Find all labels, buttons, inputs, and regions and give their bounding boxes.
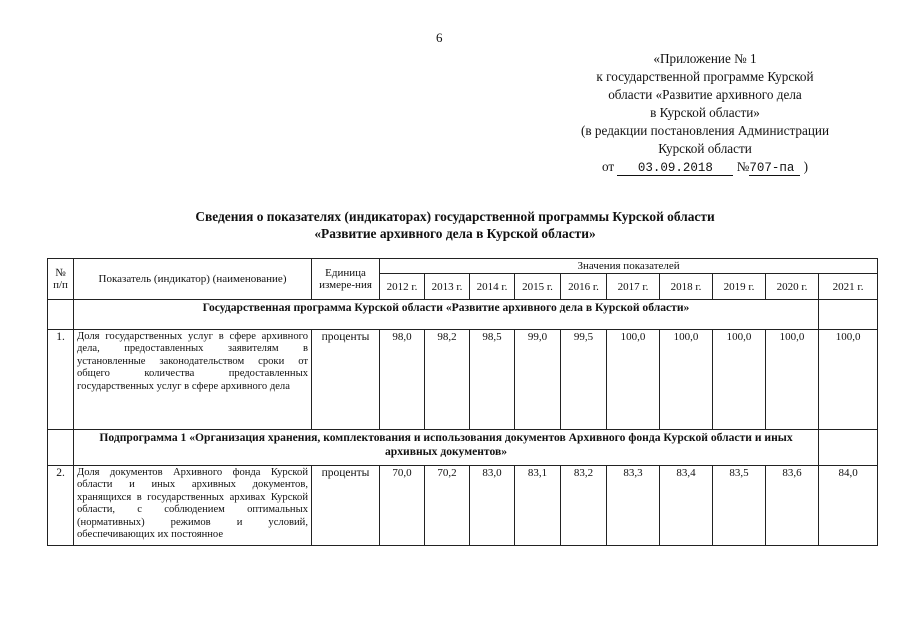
row-value: 100,0 (766, 330, 819, 430)
number-prefix: № (736, 159, 750, 174)
resolution-date: 03.09.2018 (617, 161, 733, 176)
title-line-2: «Развитие архивного дела в Курской области» (314, 226, 596, 241)
year-header: 2016 г. (561, 274, 607, 300)
resolution-number: 707-па (749, 161, 800, 176)
row-value: 100,0 (713, 330, 766, 430)
indicators-table (47, 258, 878, 546)
row-value: 83,0 (470, 466, 515, 546)
header-row (48, 259, 878, 274)
appendix-line: «Приложение № 1 (653, 51, 757, 66)
appendix-line: в Курской области» (650, 105, 760, 120)
section-num-cell (48, 430, 74, 466)
row-num: 2. (48, 466, 74, 546)
year-header: 2017 г. (607, 274, 660, 300)
row-unit: проценты (312, 466, 380, 546)
page-number: 6 (436, 30, 443, 45)
table-row (48, 466, 878, 546)
year-header: 2015 г. (515, 274, 561, 300)
year-header: 2012 г. (380, 274, 425, 300)
section-num-cell (48, 300, 74, 330)
col-header-unit: Единица измере-ния (312, 259, 380, 300)
table-row (48, 330, 878, 430)
section-empty-cell (819, 430, 878, 466)
section-program-title: Государственная программа Курской области «Развитие архивного дела в Курской области» (74, 300, 819, 330)
closing-paren: ) (803, 159, 809, 174)
row-value: 100,0 (819, 330, 878, 430)
row-value: 83,4 (660, 466, 713, 546)
appendix-line: области «Развитие архивного дела (608, 87, 802, 102)
row-value: 98,0 (380, 330, 425, 430)
col-header-num: № п/п (48, 259, 74, 300)
appendix-line: (в редакции постановления Администрации (581, 123, 829, 138)
document-title (60, 208, 850, 242)
section-empty-cell (819, 300, 878, 330)
row-value: 98,5 (470, 330, 515, 430)
row-value: 99,5 (561, 330, 607, 430)
row-value: 83,1 (515, 466, 561, 546)
row-value: 83,3 (607, 466, 660, 546)
row-value: 99,0 (515, 330, 561, 430)
resolution-signature-line (540, 158, 870, 176)
row-value: 100,0 (660, 330, 713, 430)
row-value: 100,0 (607, 330, 660, 430)
col-header-values: Значения показателей (380, 259, 878, 274)
year-header: 2019 г. (713, 274, 766, 300)
row-indicator: Доля документов Архивного фонда Курской области и иных архивных документов, хранящихся в государственных архивах Курской области, с соблюдением оптимальных (нормативных) режимов и условий, обеспечивающих их постоянное (74, 466, 312, 546)
row-value: 83,2 (561, 466, 607, 546)
date-prefix: от (601, 159, 615, 174)
appendix-block (540, 50, 870, 176)
appendix-line: к государственной программе Курской (596, 69, 814, 84)
row-indicator: Доля государственных услуг в сфере архивного дела, предоставленных заявителям в установленные законодательством сроки от общего количества предоставленных государственных услуг в сфере архивного дела (74, 330, 312, 430)
section-row-program (48, 300, 878, 330)
year-header: 2018 г. (660, 274, 713, 300)
appendix-line: Курской области (658, 141, 752, 156)
section-subprogram-title: Подпрограмма 1 «Организация хранения, комплектования и использования документов Архивного фонда Курской области и иных архивных документов» (74, 430, 819, 466)
row-value: 84,0 (819, 466, 878, 546)
row-value: 70,0 (380, 466, 425, 546)
year-header: 2013 г. (425, 274, 470, 300)
year-header: 2020 г. (766, 274, 819, 300)
year-header: 2014 г. (470, 274, 515, 300)
year-header: 2021 г. (819, 274, 878, 300)
section-row-subprogram (48, 430, 878, 466)
row-unit: проценты (312, 330, 380, 430)
row-value: 98,2 (425, 330, 470, 430)
row-value: 83,5 (713, 466, 766, 546)
row-value: 70,2 (425, 466, 470, 546)
row-num: 1. (48, 330, 74, 430)
col-header-indicator: Показатель (индикатор) (наименование) (74, 259, 312, 300)
row-value: 83,6 (766, 466, 819, 546)
title-line-1: Сведения о показателях (индикаторах) государственной программы Курской области (195, 209, 715, 224)
